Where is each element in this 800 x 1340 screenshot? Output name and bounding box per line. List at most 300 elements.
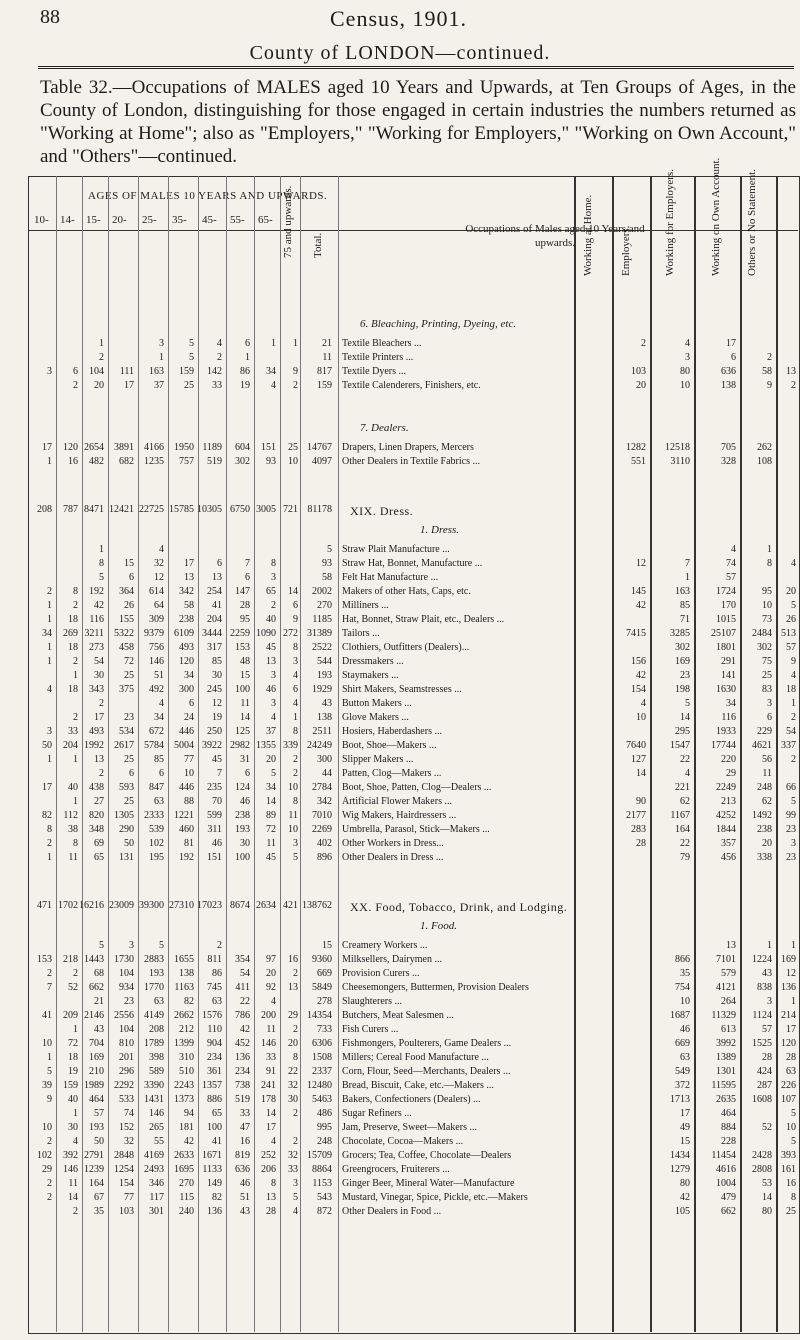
status-cell: 16 — [786, 1178, 796, 1189]
status-cell: 2 — [791, 712, 796, 723]
age-cell: 26 — [124, 600, 134, 611]
table-row — [0, 338, 800, 352]
status-cell: 56 — [762, 754, 772, 765]
age-cell: 153 — [235, 642, 250, 653]
age-cell: 8 — [293, 796, 298, 807]
age-cell: 63 — [212, 996, 222, 1007]
status-cell: 372 — [675, 1080, 690, 1091]
age-cell: 669 — [317, 968, 332, 979]
status-cell: 29 — [726, 768, 736, 779]
age-cell: 30 — [288, 1094, 298, 1105]
age-cell: 311 — [207, 824, 222, 835]
status-cell: 116 — [721, 712, 736, 723]
status-cell: 25 — [786, 1206, 796, 1217]
status-cell: 28 — [636, 838, 646, 849]
age-cell: 16 — [68, 456, 78, 467]
age-cell: 5 — [293, 1192, 298, 1203]
age-cell: 1730 — [114, 954, 134, 965]
total-cell: 16216 — [79, 900, 104, 911]
total-cell: 15785 — [169, 504, 194, 515]
age-cell: 159 — [63, 1080, 78, 1091]
table-row — [0, 614, 800, 628]
age-cell: 77 — [184, 754, 194, 765]
age-cell: 544 — [317, 656, 332, 667]
age-cell: 2 — [73, 712, 78, 723]
age-cell: 151 — [261, 442, 276, 453]
age-cell: 85 — [212, 656, 222, 667]
age-cell: 25 — [124, 754, 134, 765]
status-cell: 54 — [786, 726, 796, 737]
occupation-label: Tailors ... — [342, 628, 380, 639]
age-cell: 42 — [94, 600, 104, 611]
age-cell: 252 — [261, 1150, 276, 1161]
status-cell: 1525 — [752, 1038, 772, 1049]
age-cell: 18 — [68, 614, 78, 625]
status-cell: 662 — [721, 1206, 736, 1217]
occupation-label: Provision Curers ... — [342, 968, 420, 979]
age-cell: 34 — [42, 628, 52, 639]
age-cell: 5322 — [114, 628, 134, 639]
status-cell: 3110 — [670, 456, 690, 467]
age-cell: 104 — [119, 1024, 134, 1035]
status-cell: 85 — [680, 600, 690, 611]
total-cell: 10305 — [197, 504, 222, 515]
table-row — [0, 1150, 800, 1164]
age-cell: 493 — [89, 726, 104, 737]
status-cell: 613 — [721, 1024, 736, 1035]
status-cell: 22 — [680, 838, 690, 849]
age-cell: 5 — [47, 1066, 52, 1077]
age-column-header: Total. — [312, 232, 324, 258]
age-cell: 1357 — [202, 1080, 222, 1091]
table-row — [0, 698, 800, 712]
age-cell: 1254 — [114, 1164, 134, 1175]
table-row — [0, 456, 800, 470]
age-cell: 41 — [42, 1010, 52, 1021]
age-cell: 6 — [159, 768, 164, 779]
age-cell: 4 — [293, 1206, 298, 1217]
age-cell: 20 — [266, 754, 276, 765]
age-cell: 2 — [73, 968, 78, 979]
table-row — [0, 712, 800, 726]
occupation-label: Glove Makers ... — [342, 712, 409, 723]
total-cell: 22725 — [139, 504, 164, 515]
age-cell: 10 — [42, 1038, 52, 1049]
occupation-label: Jam, Preserve, Sweet—Makers ... — [342, 1122, 477, 1133]
age-cell: 8 — [47, 824, 52, 835]
age-cell: 45 — [212, 754, 222, 765]
occupation-label: Milliners ... — [342, 600, 389, 611]
age-cell: 309 — [149, 614, 164, 625]
age-cell: 2 — [73, 380, 78, 391]
age-cell: 3 — [47, 726, 52, 737]
age-cell: 51 — [240, 1192, 250, 1203]
occupation-label: Felt Hat Manufacture ... — [342, 572, 439, 583]
status-cell: 291 — [721, 656, 736, 667]
age-cell: 5 — [271, 768, 276, 779]
status-cell: 14 — [762, 1192, 772, 1203]
table-row — [0, 954, 800, 968]
status-cell: 63 — [786, 1066, 796, 1077]
age-cell: 13 — [266, 1192, 276, 1203]
status-cell: 10 — [680, 380, 690, 391]
status-cell: 3992 — [716, 1038, 736, 1049]
occupation-label: Drapers, Linen Drapers, Mercers — [342, 442, 474, 453]
age-cell: 3390 — [144, 1080, 164, 1091]
status-cell: 164 — [675, 824, 690, 835]
status-cell: 63 — [680, 1052, 690, 1063]
age-cell: 93 — [322, 558, 332, 569]
table-row — [0, 656, 800, 670]
table-row — [0, 352, 800, 366]
status-cell: 141 — [721, 670, 736, 681]
age-column-header: 75 and upwards. — [282, 185, 294, 258]
age-cell: 12 — [154, 572, 164, 583]
age-cell: 16 — [288, 954, 298, 965]
age-cell: 5 — [99, 572, 104, 583]
age-cell: 361 — [207, 1066, 222, 1077]
status-cell: 5 — [791, 600, 796, 611]
table-row — [0, 1010, 800, 1024]
age-cell: 1373 — [174, 1094, 194, 1105]
age-cell: 300 — [317, 754, 332, 765]
age-cell: 446 — [179, 726, 194, 737]
age-cell: 72 — [68, 1038, 78, 1049]
age-cell: 460 — [179, 824, 194, 835]
status-cell: 295 — [675, 726, 690, 737]
occupation-label: Fish Curers ... — [342, 1024, 399, 1035]
table-row — [0, 642, 800, 656]
age-cell: 392 — [63, 1150, 78, 1161]
age-cell: 339 — [283, 740, 298, 751]
table-title: Table 32.—Occupations of MALES aged 10 Years and Upwards, at Ten Groups of Ages, in the County of London, distinguishing for those engaged in certain industries the numbers returned as "Working at Home"; also as "Employers," "Working for Employers," "Working on Own Account," and "Others"—continued. — [40, 77, 796, 167]
age-cell: 19 — [240, 380, 250, 391]
occupation-label: Other Dealers in Dress ... — [342, 852, 444, 863]
age-cell: 2522 — [312, 642, 332, 653]
status-cell: 1389 — [716, 1052, 736, 1063]
age-cell: 14 — [240, 712, 250, 723]
status-cell: 10 — [762, 600, 772, 611]
age-cell: 886 — [207, 1094, 222, 1105]
age-cell: 1221 — [174, 810, 194, 821]
age-cell: 6 — [245, 572, 250, 583]
age-cell: 1989 — [84, 1080, 104, 1091]
age-cell: 209 — [63, 1010, 78, 1021]
table-row — [0, 838, 800, 852]
age-cell: 70 — [212, 796, 222, 807]
status-cell: 1301 — [716, 1066, 736, 1077]
age-cell: 6 — [245, 338, 250, 349]
age-cell: 63 — [154, 996, 164, 1007]
age-cell: 704 — [89, 1038, 104, 1049]
age-cell: 1 — [73, 1024, 78, 1035]
total-cell: 721 — [283, 504, 298, 515]
age-cell: 1 — [245, 352, 250, 363]
age-cell: 18 — [68, 642, 78, 653]
status-cell: 264 — [721, 996, 736, 1007]
age-cell: 93 — [266, 456, 276, 467]
age-cell: 58 — [322, 572, 332, 583]
status-cell: 2635 — [716, 1094, 736, 1105]
age-cell: 8 — [293, 1052, 298, 1063]
age-cell: 48 — [240, 656, 250, 667]
age-cell: 1431 — [144, 1094, 164, 1105]
table-row — [0, 1122, 800, 1136]
age-cell: 1 — [73, 796, 78, 807]
age-cell: 1 — [159, 352, 164, 363]
age-cell: 1305 — [114, 810, 134, 821]
total-cell: 81178 — [307, 504, 332, 515]
status-cell: 1004 — [716, 1178, 736, 1189]
age-cell: 2662 — [174, 1010, 194, 1021]
age-cell: 1 — [47, 600, 52, 611]
age-cell: 1090 — [256, 628, 276, 639]
status-cell: 169 — [781, 954, 796, 965]
age-cell: 23 — [124, 712, 134, 723]
age-cell: 2146 — [84, 1010, 104, 1021]
age-cell: 117 — [149, 1192, 164, 1203]
age-cell: 9379 — [144, 628, 164, 639]
table-row — [0, 572, 800, 586]
age-cell: 4 — [271, 712, 276, 723]
age-cell: 31 — [240, 754, 250, 765]
age-cell: 52 — [68, 982, 78, 993]
age-column-header: 10- — [34, 214, 49, 226]
age-cell: 9360 — [312, 954, 332, 965]
age-cell: 1 — [73, 1108, 78, 1119]
status-cell: 13 — [786, 366, 796, 377]
age-cell: 1655 — [174, 954, 194, 965]
age-cell: 6 — [293, 684, 298, 695]
status-cell: 1713 — [670, 1094, 690, 1105]
status-cell: 145 — [631, 586, 646, 597]
age-cell: 411 — [235, 982, 250, 993]
age-cell: 733 — [317, 1024, 332, 1035]
table-row — [0, 670, 800, 684]
age-cell: 17 — [94, 712, 104, 723]
status-cell: 5 — [685, 698, 690, 709]
occupation-label: Wig Makers, Hairdressers ... — [342, 810, 457, 821]
subsection-heading: 1. Food. — [420, 920, 457, 932]
status-cell: 479 — [721, 1192, 736, 1203]
age-column-header: 14- — [60, 214, 75, 226]
age-cell: 192 — [89, 586, 104, 597]
table-row — [0, 558, 800, 572]
occupation-label: Textile Calenderers, Finishers, etc. — [342, 380, 481, 391]
age-cell: 50 — [42, 740, 52, 751]
age-cell: 2 — [99, 352, 104, 363]
age-cell: 102 — [149, 838, 164, 849]
age-cell: 45 — [266, 852, 276, 863]
age-cell: 111 — [119, 366, 134, 377]
age-cell: 2 — [293, 968, 298, 979]
age-cell: 1929 — [312, 684, 332, 695]
age-cell: 32 — [154, 558, 164, 569]
status-cell: 28 — [786, 1052, 796, 1063]
age-cell: 34 — [184, 670, 194, 681]
age-cell: 2 — [47, 1192, 52, 1203]
age-cell: 82 — [212, 1192, 222, 1203]
occupation-label: Chocolate, Cocoa—Makers ... — [342, 1136, 464, 1147]
age-cell: 519 — [235, 1094, 250, 1105]
status-cell: 283 — [631, 824, 646, 835]
total-cell: 208 — [37, 504, 52, 515]
age-cell: 30 — [94, 670, 104, 681]
age-cell: 50 — [94, 1136, 104, 1147]
age-cell: 208 — [149, 1024, 164, 1035]
age-cell: 32 — [288, 1080, 298, 1091]
age-cell: 42 — [240, 1024, 250, 1035]
section-total-row — [0, 504, 800, 518]
age-cell: 1153 — [312, 1178, 332, 1189]
age-cell: 37 — [266, 726, 276, 737]
status-cell: 105 — [675, 1206, 690, 1217]
age-cell: 1508 — [312, 1052, 332, 1063]
status-cell: 1279 — [670, 1164, 690, 1175]
status-cell: 2177 — [626, 810, 646, 821]
age-cell: 250 — [207, 726, 222, 737]
table-row — [0, 1136, 800, 1150]
status-cell: 1 — [767, 544, 772, 555]
age-cell: 12480 — [307, 1080, 332, 1091]
age-cell: 10 — [288, 456, 298, 467]
total-cell: 8471 — [84, 504, 104, 515]
status-cell: 20 — [786, 586, 796, 597]
age-cell: 63 — [154, 796, 164, 807]
status-cell: 8 — [767, 558, 772, 569]
occupation-label: Other Dealers in Food ... — [342, 1206, 442, 1217]
age-cell: 13 — [288, 982, 298, 993]
status-cell: 579 — [721, 968, 736, 979]
age-cell: 5 — [293, 852, 298, 863]
status-cell: 1282 — [626, 442, 646, 453]
age-cell: 57 — [94, 1108, 104, 1119]
age-cell: 82 — [184, 996, 194, 1007]
age-cell: 104 — [89, 366, 104, 377]
age-cell: 72 — [266, 824, 276, 835]
age-cell: 2 — [217, 940, 222, 951]
table-row — [0, 442, 800, 456]
total-cell: 471 — [37, 900, 52, 911]
occupation-label: Dressmakers ... — [342, 656, 404, 667]
status-cell: 17 — [786, 1024, 796, 1035]
status-cell: 213 — [721, 796, 736, 807]
age-cell: 15709 — [307, 1150, 332, 1161]
age-cell: 2259 — [230, 628, 250, 639]
status-cell: 1015 — [716, 614, 736, 625]
status-cell: 74 — [726, 558, 736, 569]
status-cell: 20 — [762, 838, 772, 849]
status-cell: 80 — [680, 366, 690, 377]
age-cell: 10 — [42, 1122, 52, 1133]
status-cell: 127 — [631, 754, 646, 765]
status-cell: 17 — [680, 1108, 690, 1119]
age-cell: 159 — [317, 380, 332, 391]
age-column-header: 35- — [172, 214, 187, 226]
age-cell: 138 — [317, 712, 332, 723]
age-cell: 4 — [271, 996, 276, 1007]
age-cell: 241 — [261, 1080, 276, 1091]
age-cell: 3 — [271, 572, 276, 583]
age-cell: 46 — [240, 1178, 250, 1189]
occupation-label: Straw Plait Manufacture ... — [342, 544, 450, 555]
age-cell: 86 — [240, 366, 250, 377]
status-cell: 1434 — [670, 1150, 690, 1161]
age-cell: 245 — [207, 684, 222, 695]
age-cell: 904 — [207, 1038, 222, 1049]
status-cell: 3285 — [670, 628, 690, 639]
age-cell: 672 — [149, 726, 164, 737]
age-cell: 2 — [47, 586, 52, 597]
status-cell: 79 — [680, 852, 690, 863]
age-cell: 164 — [89, 1178, 104, 1189]
age-cell: 464 — [89, 1094, 104, 1105]
age-cell: 146 — [149, 1108, 164, 1119]
age-cell: 17 — [124, 380, 134, 391]
age-cell: 3 — [271, 670, 276, 681]
subsection-heading: 7. Dealers. — [360, 422, 409, 434]
age-cell: 2 — [47, 968, 52, 979]
age-cell: 86 — [212, 968, 222, 979]
status-cell: 52 — [762, 1122, 772, 1133]
status-cell: 4 — [641, 698, 646, 709]
table-row — [0, 544, 800, 558]
status-cell: 4252 — [716, 810, 736, 821]
age-cell: 5463 — [312, 1094, 332, 1105]
table-row — [0, 1094, 800, 1108]
age-cell: 30 — [68, 1122, 78, 1133]
age-cell: 40 — [68, 782, 78, 793]
status-cell: 357 — [721, 838, 736, 849]
status-cell: 669 — [675, 1038, 690, 1049]
age-cell: 11 — [68, 1178, 78, 1189]
status-cell: 42 — [680, 1192, 690, 1203]
age-cell: 136 — [207, 1206, 222, 1217]
table-row — [0, 628, 800, 642]
age-cell: 4 — [271, 1136, 276, 1147]
status-cell: 5 — [791, 1108, 796, 1119]
status-cell: 5 — [791, 796, 796, 807]
age-cell: 301 — [149, 1206, 164, 1217]
age-cell: 614 — [149, 586, 164, 597]
status-cell: 11454 — [711, 1150, 736, 1161]
status-cell: 103 — [631, 366, 646, 377]
age-cell: 539 — [149, 824, 164, 835]
age-cell: 8 — [73, 838, 78, 849]
status-cell: 49 — [680, 1122, 690, 1133]
status-cell: 138 — [721, 380, 736, 391]
age-cell: 7 — [245, 558, 250, 569]
status-cell: 4621 — [752, 740, 772, 751]
status-cell: 2 — [791, 380, 796, 391]
age-cell: 270 — [179, 1178, 194, 1189]
age-cell: 149 — [207, 1178, 222, 1189]
table-row — [0, 1066, 800, 1080]
status-cell: 551 — [631, 456, 646, 467]
occupation-label: Creamery Workers ... — [342, 940, 428, 951]
status-cell: 23 — [680, 670, 690, 681]
status-cell: 10 — [680, 996, 690, 1007]
age-cell: 25 — [124, 670, 134, 681]
table-row — [0, 1206, 800, 1220]
status-cell: 25107 — [711, 628, 736, 639]
age-cell: 364 — [119, 586, 134, 597]
status-cell: 90 — [636, 796, 646, 807]
age-cell: 4 — [159, 698, 164, 709]
age-cell: 25 — [288, 442, 298, 453]
status-cell: 169 — [675, 656, 690, 667]
status-cell: 20 — [636, 380, 646, 391]
